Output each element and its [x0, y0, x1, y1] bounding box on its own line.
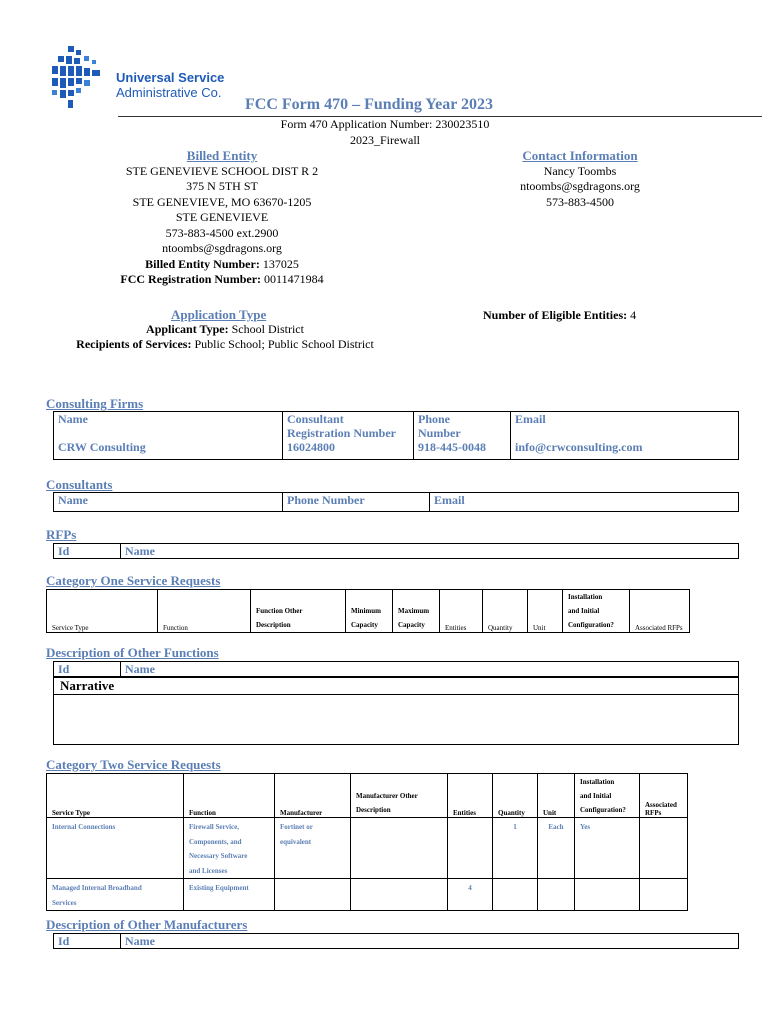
h-install [575, 774, 640, 818]
other-manufacturers-table [53, 933, 739, 949]
consulting-firms-heading: Consulting Firms [46, 396, 144, 411]
consultants-table [53, 492, 739, 512]
contact-email: ntoombs@sgdragons.org [520, 179, 640, 193]
h-reg-2: Registration Number [287, 426, 396, 440]
h-name: Name [121, 662, 739, 677]
firm-reg: 16024800 [283, 440, 414, 459]
ben-value: 137025 [262, 256, 299, 271]
billed-entity-number [70, 257, 374, 273]
h-mfr-text: Manufacturer [280, 809, 323, 817]
other-functions-heading: Description of Other Functions [46, 645, 219, 660]
eligible-entities [483, 308, 636, 324]
h-email: Email [430, 493, 739, 512]
h-reg [283, 412, 414, 441]
h-entities-text: Entities [453, 809, 476, 817]
h-id: Id [54, 544, 121, 559]
r2-s2: Services [52, 898, 77, 907]
r1-m2: equivalent [280, 837, 312, 846]
table-row [54, 412, 739, 441]
consultants-heading: Consultants [46, 477, 113, 492]
fcc-registration-number [70, 272, 374, 288]
recipients-of-services [40, 337, 410, 353]
billed-entity-phone: 573-883-4500 ext.2900 [165, 225, 279, 240]
h-mfr-other [351, 774, 448, 818]
h-function [184, 774, 275, 818]
r1-f3: Necessary Software [189, 852, 248, 860]
billed-entity-name: STE GENEVIEVE SCHOOL DIST R 2 [125, 163, 319, 178]
h-inst-3: Configuration? [568, 621, 614, 629]
applicant-type-label: Applicant Type: [146, 322, 229, 336]
h-qty-text: Quantity [498, 809, 525, 817]
h-min-2: Capacity [351, 621, 378, 629]
billed-entity-heading: Billed Entity [186, 148, 258, 163]
h-phone: Phone Number [283, 493, 430, 512]
h-qty: Quantity [483, 590, 528, 633]
logo-text-line2: Administrative Co. [116, 85, 222, 100]
h-entities [448, 774, 493, 818]
ben-label: Billed Entity Number: [145, 256, 260, 271]
table-row [54, 544, 739, 559]
h-id: Id [54, 934, 121, 949]
r1-m1: Fortinet or [280, 823, 313, 831]
rfps-table [53, 543, 739, 559]
firm-phone: 918-445-0048 [414, 440, 511, 459]
r2-unit [538, 879, 575, 911]
h-service [47, 774, 184, 818]
h-min [346, 590, 393, 633]
eligible-value: 4 [630, 308, 637, 322]
table-row [47, 774, 688, 818]
r2-entities: 4 [448, 879, 493, 911]
billed-entity-county: STE GENEVIEVE [175, 210, 269, 224]
narrative-box [53, 677, 739, 745]
r1-service: Internal Connections [47, 818, 184, 879]
billed-entity-block [70, 148, 374, 288]
h-phone [414, 412, 511, 441]
r1-f4: and Licenses [189, 866, 228, 875]
h-mo-1: Manufacturer Other [356, 792, 418, 800]
other-functions-table [53, 661, 739, 677]
recipients-label: Recipients of Services: [76, 337, 192, 351]
h-phone-1: Phone [418, 412, 451, 426]
consulting-firms-table [53, 411, 739, 460]
recipients-value: Public School; Public School District [194, 337, 374, 351]
table-row [54, 662, 739, 677]
r1-f1: Firewall Service, [189, 823, 240, 831]
r1-function [184, 818, 275, 879]
h-unit [538, 774, 575, 818]
table-row [54, 493, 739, 512]
r2-install [575, 879, 640, 911]
h-entities: Entities [440, 590, 483, 633]
category-one-table [46, 589, 690, 633]
eligible-label: Number of Eligible Entities: [483, 308, 628, 322]
r1-entities [448, 818, 493, 879]
r1-f2: Components, and [189, 837, 242, 846]
r2-mfr-other [351, 879, 448, 911]
h-name: Name [54, 493, 283, 512]
table-row [54, 440, 739, 459]
page-title: FCC Form 470 – Funding Year 2023 [245, 96, 493, 113]
r2-qty [493, 879, 538, 911]
billed-entity-street: 375 N 5TH ST [186, 179, 258, 193]
h-inst-1: Installation [580, 778, 615, 786]
h-fo-1: Function Other [256, 607, 303, 615]
h-service-text: Service Type [52, 809, 91, 817]
contact-phone: 573-883-4500 [546, 194, 614, 209]
h-fo-2: Description [256, 621, 291, 629]
h-name: Name [54, 412, 283, 441]
table-row [47, 590, 690, 633]
h-rfps [640, 774, 688, 818]
h-qty [493, 774, 538, 818]
category-one-heading: Category One Service Requests [46, 573, 221, 588]
h-max-2: Capacity [398, 621, 425, 629]
r1-install: Yes [575, 818, 640, 879]
logo-text-line1: Universal Service [116, 70, 225, 85]
h-email: Email [511, 412, 739, 441]
firm-email: info@crwconsulting.com [511, 440, 739, 459]
r1-qty: 1 [493, 818, 538, 879]
applicant-type [60, 322, 390, 338]
r1-mfr-other [351, 818, 448, 879]
billed-entity-email: ntoombs@sgdragons.org [162, 241, 282, 255]
category-two-heading: Category Two Service Requests [46, 757, 221, 772]
r2-function: Existing Equipment [184, 879, 275, 911]
r2-s1: Managed Internal Broadband [52, 884, 142, 892]
h-name: Name [121, 934, 739, 949]
h-unit: Unit [528, 590, 563, 633]
table-row [47, 879, 688, 911]
h-rfps-text: Associated RFPs [645, 801, 677, 817]
application-nickname: 2023_Firewall [350, 133, 420, 147]
r2-rfps [640, 879, 688, 911]
contact-block [470, 148, 690, 210]
h-max [393, 590, 440, 633]
contact-heading: Contact Information [522, 148, 638, 163]
h-id: Id [54, 662, 121, 677]
h-inst-2: and Initial [568, 607, 600, 615]
category-two-table [46, 773, 688, 911]
h-unit-text: Unit [543, 809, 557, 817]
h-inst-1: Installation [568, 593, 603, 601]
h-service: Service Type [47, 590, 158, 633]
application-number: Form 470 Application Number: 230023510 [280, 117, 490, 131]
h-max-1: Maximum [398, 607, 430, 615]
h-name: Name [121, 544, 739, 559]
usac-logo-icon [48, 44, 110, 112]
h-mo-2: Description [356, 806, 391, 814]
contact-name: Nancy Toombs [543, 163, 617, 178]
frn-value: 0011471984 [264, 272, 324, 286]
rfps-heading: RFPs [46, 527, 77, 542]
table-row [54, 934, 739, 949]
firm-name: CRW Consulting [54, 440, 283, 459]
h-min-1: Minimum [351, 607, 381, 615]
table-row [47, 818, 688, 879]
h-phone-2: Number [418, 426, 461, 440]
h-reg-1: Consultant [287, 412, 344, 426]
applicant-type-value: School District [231, 322, 304, 336]
h-function-text: Function [189, 809, 216, 817]
r2-service [47, 879, 184, 911]
application-type-heading: Application Type [171, 307, 267, 322]
h-install [563, 590, 630, 633]
h-mfr [275, 774, 351, 818]
narrative-label: Narrative [54, 678, 738, 695]
h-function-other [251, 590, 346, 633]
h-inst-3: Configuration? [580, 806, 626, 814]
h-rfps: Associated RFPs [630, 590, 690, 633]
frn-label: FCC Registration Number: [120, 272, 262, 286]
h-inst-2: and Initial [580, 792, 612, 800]
r1-rfps [640, 818, 688, 879]
r1-mfr [275, 818, 351, 879]
other-manufacturers-heading: Description of Other Manufacturers [46, 917, 248, 932]
r1-unit: Each [538, 818, 575, 879]
billed-entity-city: STE GENEVIEVE, MO 63670-1205 [132, 194, 312, 209]
h-function: Function [158, 590, 251, 633]
r2-mfr [275, 879, 351, 911]
